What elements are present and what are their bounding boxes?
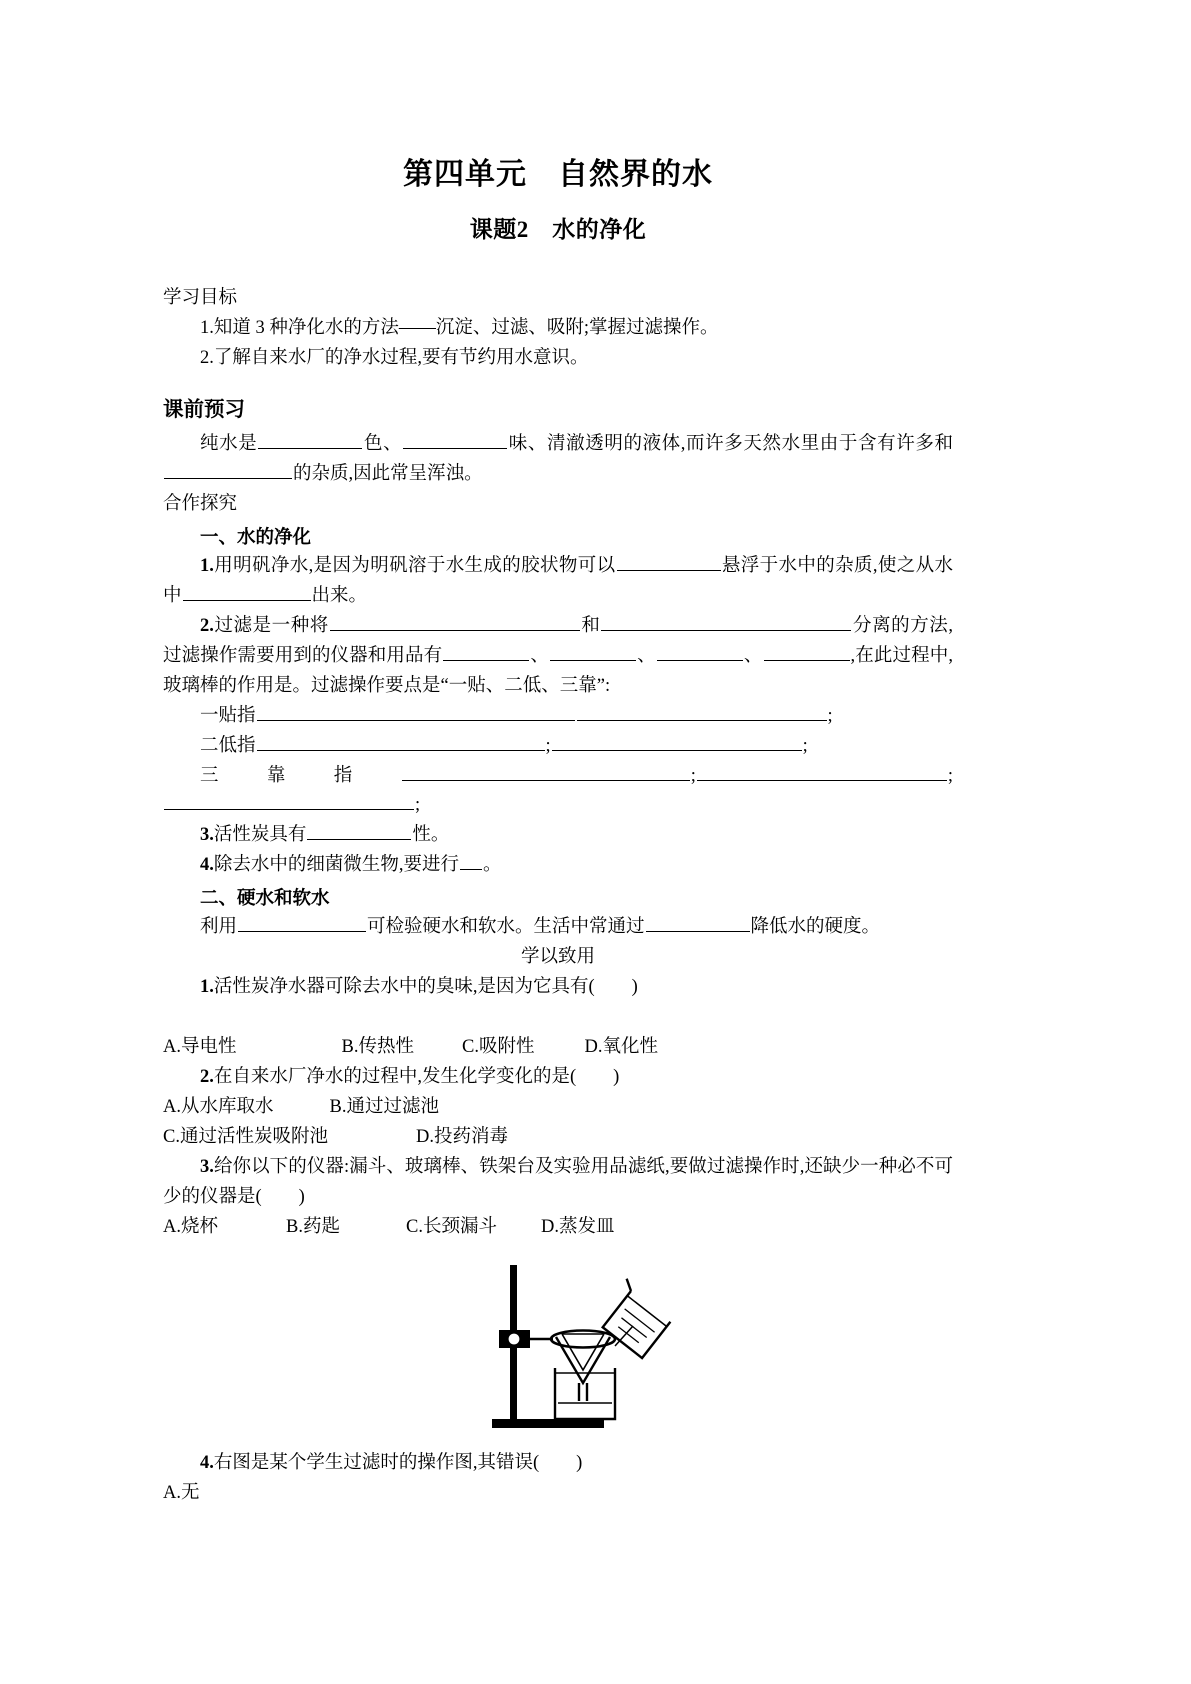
- preview-text-b: 色、: [363, 433, 403, 454]
- filtration-apparatus-icon: [163, 1251, 953, 1439]
- explore-q3-text-b: 性。: [412, 825, 450, 846]
- explore-q1-text-c: 出来。: [311, 585, 368, 606]
- fill-blank[interactable]: [257, 732, 545, 751]
- practice-heading: 学以致用: [520, 947, 595, 968]
- objective-item-2: 2.了解自来水厂的净水过程,要有节约用水意识。: [200, 348, 589, 369]
- option-c[interactable]: C.通过活性炭吸附池: [163, 1127, 328, 1148]
- fill-blank[interactable]: [307, 822, 411, 841]
- explore-point-3: [163, 762, 953, 822]
- fill-blank[interactable]: [646, 914, 750, 933]
- option-b[interactable]: B.通过过滤池: [329, 1097, 439, 1118]
- fill-blank[interactable]: [402, 762, 690, 781]
- fill-blank[interactable]: [257, 702, 575, 721]
- point3-sep1: ;: [690, 765, 696, 786]
- explore-q4-text-a: 除去水中的细菌微生物,要进行: [213, 855, 460, 876]
- fill-blank[interactable]: [330, 612, 580, 631]
- option-d[interactable]: D.蒸发皿: [540, 1217, 615, 1238]
- point2-sep: ;: [545, 735, 551, 756]
- practice-q3-options: [163, 1213, 953, 1243]
- fill-blank[interactable]: [601, 612, 851, 631]
- fill-blank[interactable]: [657, 642, 743, 661]
- explore-q4-text-b: 。: [483, 855, 502, 876]
- section2-text-a: 利用: [200, 917, 238, 938]
- practice-q4-stem: 右图是某个学生过滤时的操作图,其错误( ): [213, 1453, 583, 1474]
- spacer: [163, 246, 953, 284]
- practice-q2-options-row1: [163, 1093, 953, 1123]
- fill-blank[interactable]: [697, 762, 947, 781]
- fill-blank[interactable]: [258, 430, 362, 449]
- practice-q3: [163, 1153, 953, 1213]
- option-b[interactable]: B.传热性: [341, 1037, 414, 1058]
- practice-q4: [163, 1449, 953, 1479]
- explore-section1-heading: 一、水的净化: [200, 525, 312, 547]
- explore-q2-text-c: 分离的方法,过滤操作需要用到的仪器和用品有: [163, 615, 953, 666]
- fill-blank[interactable]: [183, 582, 311, 601]
- answer-space: [163, 1003, 953, 1033]
- explore-q3-num: 3.: [200, 825, 214, 846]
- explore-q3-text-a: 活性炭具有: [213, 825, 307, 846]
- explore-section2-paragraph: [163, 913, 953, 943]
- explore-q2-text-f: 、: [743, 645, 763, 666]
- explore-q3: [163, 821, 953, 851]
- practice-q3-num: 3.: [200, 1157, 214, 1178]
- explore-q2-num: 2.: [200, 615, 214, 636]
- point3-end: ;: [415, 795, 421, 816]
- objective-item-1: 1.知道 3 种净化水的方法——沉淀、过滤、吸附;掌握过滤操作。: [200, 318, 719, 339]
- point1-label: 一贴指: [200, 705, 256, 726]
- section2-text-c: 降低水的硬度。: [750, 917, 881, 938]
- option-a[interactable]: A.烧杯: [163, 1217, 219, 1238]
- explore-q2: [163, 612, 953, 702]
- preview-paragraph: [163, 430, 953, 490]
- practice-q1-num: 1.: [200, 977, 214, 998]
- option-d[interactable]: D.投药消毒: [415, 1127, 508, 1148]
- explore-q2-text-a: 过滤是一种将: [213, 615, 329, 636]
- fill-blank[interactable]: [164, 792, 414, 811]
- option-d[interactable]: D.氧化性: [584, 1037, 658, 1058]
- explore-q2-text-g: ,在此过程中,玻璃棒的作用是: [163, 645, 953, 696]
- fill-blank[interactable]: [238, 914, 366, 933]
- fill-blank[interactable]: [577, 702, 827, 721]
- explore-q1-num: 1.: [200, 555, 214, 576]
- explore-q4: [163, 851, 953, 881]
- practice-q2: [163, 1063, 953, 1093]
- fill-blank[interactable]: [617, 552, 721, 571]
- fill-blank[interactable]: [552, 732, 802, 751]
- explore-q4-num: 4.: [200, 855, 214, 876]
- explore-heading: 合作探究: [163, 493, 238, 514]
- document-content: [163, 120, 953, 1509]
- practice-q4-num: 4.: [200, 1453, 214, 1474]
- fill-blank[interactable]: [403, 430, 507, 449]
- point3-sep2: ;: [947, 765, 953, 786]
- practice-q4-options: [163, 1479, 953, 1509]
- objectives-heading: 学习目标: [163, 288, 238, 309]
- explore-point-2: [163, 732, 953, 762]
- option-a[interactable]: A.无: [163, 1483, 200, 1503]
- practice-q2-stem: 在自来水厂净水的过程中,发生化学变化的是( ): [213, 1067, 620, 1088]
- option-b[interactable]: B.药匙: [286, 1217, 340, 1238]
- option-a[interactable]: A.从水库取水: [163, 1097, 274, 1118]
- practice-q1: [163, 973, 953, 1003]
- option-c[interactable]: C.吸附性: [462, 1037, 535, 1058]
- explore-q1-text-a: 用明矾净水,是因为明矾溶于水生成的胶状物可以: [213, 555, 616, 576]
- point2-label: 二低指: [200, 735, 256, 756]
- filtration-apparatus-figure: [163, 1251, 953, 1439]
- fill-blank[interactable]: [164, 460, 292, 479]
- explore-section2-heading: 二、硬水和软水: [200, 887, 330, 909]
- page-title: 第四单元 自然界的水: [403, 158, 713, 191]
- explore-q1: [163, 552, 953, 612]
- point3-label: 三靠指: [200, 765, 401, 786]
- practice-q1-options: [163, 1033, 953, 1063]
- section2-text-b: 可检验硬水和软水。生活中常通过: [367, 917, 645, 938]
- fill-blank[interactable]: [460, 852, 482, 871]
- point2-end: ;: [802, 735, 808, 756]
- explore-q2-text-e: 、: [637, 645, 656, 666]
- practice-q1-stem: 活性炭净水器可除去水中的臭味,是因为它具有( ): [213, 977, 638, 998]
- preview-text-d: 的杂质,因此常呈浑浊。: [293, 463, 483, 484]
- fill-blank[interactable]: [550, 642, 636, 661]
- page-subtitle: 课题2 水的净化: [469, 217, 647, 242]
- practice-q3-stem: 给你以下的仪器:漏斗、玻璃棒、铁架台及实验用品滤纸,要做过滤操作时,还缺少一种必不可少的仪器是( ): [163, 1157, 953, 1208]
- explore-q2-text-h: 。过滤操作要点是“一贴、二低、三靠”:: [292, 675, 611, 696]
- explore-point-1: [163, 702, 953, 732]
- explore-q2-text-b: 和: [580, 615, 601, 636]
- explore-q1-text-b: 悬浮于水中的杂质,使之从水中: [163, 555, 953, 606]
- fill-blank[interactable]: [764, 642, 850, 661]
- preview-text-c: 味、清澈透明的液体,而许多天然水里由于含有许多和: [508, 433, 953, 454]
- fill-blank[interactable]: [443, 642, 529, 661]
- practice-q2-options-row2: [163, 1123, 953, 1153]
- option-a[interactable]: A.导电性: [163, 1037, 237, 1058]
- practice-q2-num: 2.: [200, 1067, 214, 1088]
- option-c[interactable]: C.长颈漏斗: [406, 1217, 497, 1238]
- preview-text-a: 纯水是: [200, 433, 258, 454]
- preview-heading: 课前预习: [163, 398, 245, 422]
- point1-end: ;: [827, 705, 833, 726]
- explore-q2-text-d: 、: [530, 645, 550, 666]
